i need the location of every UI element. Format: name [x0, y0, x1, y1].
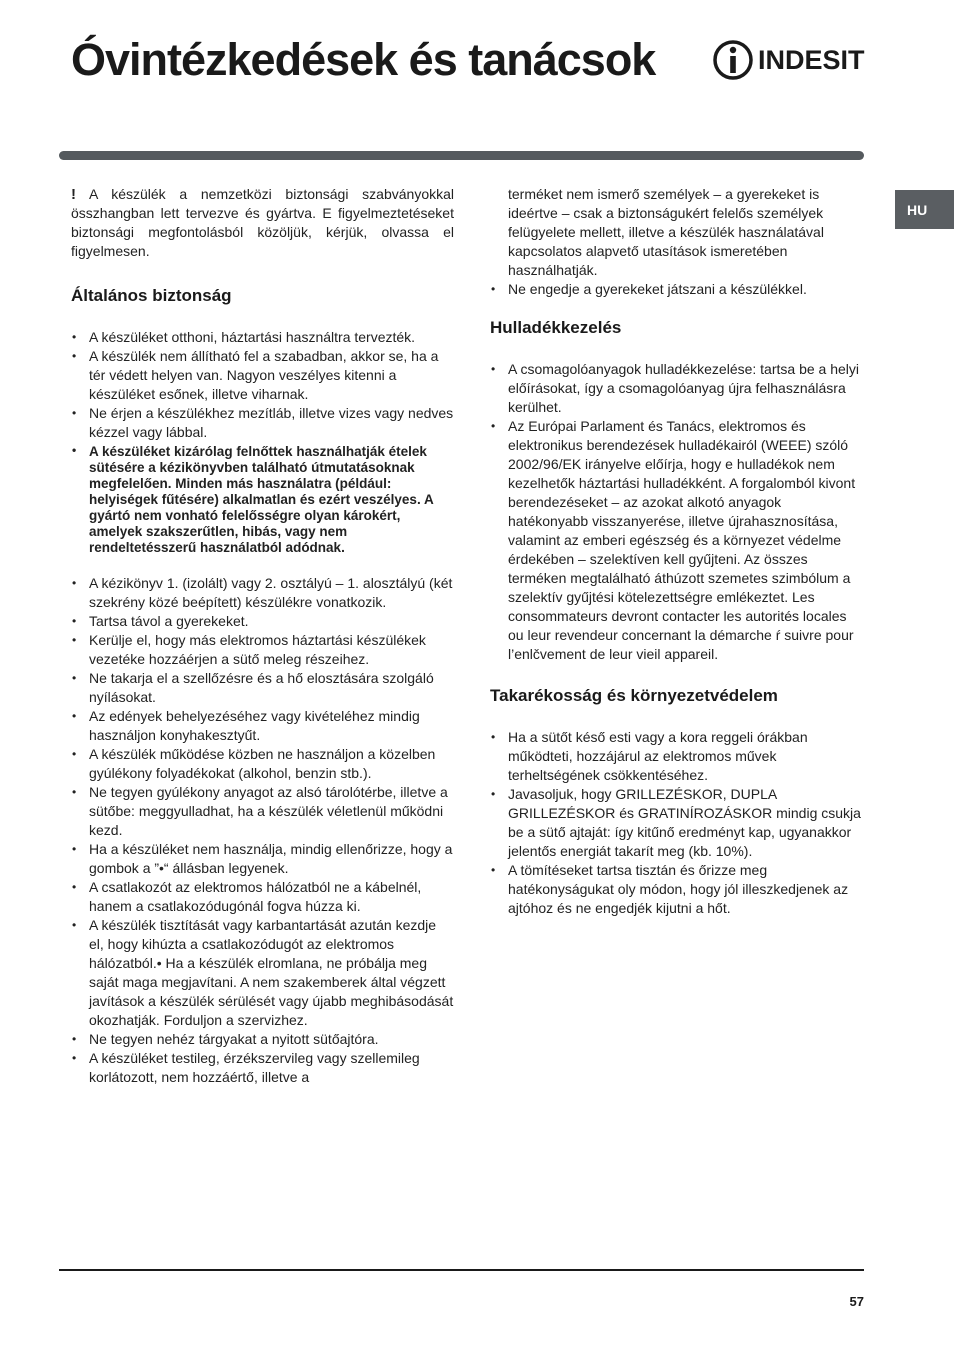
list-item: • Ha a készüléket nem használja, mindig ellenőrizze, hogy a gombok a ”•“ állásban legyenek.	[71, 840, 454, 878]
saving-heading: Takarékosság és környezetvédelem	[490, 686, 778, 705]
list-item: • A csatlakozót az elektromos hálózatból ne a kábelnél, hanem a csatlakozódugónál fogva húzza ki.	[71, 878, 454, 916]
warning-mark: !	[71, 186, 76, 203]
list-item: • A készüléket testileg, érzékszervileg vagy szellemileg korlátozott, nem hozzáértő, illetve a	[71, 1049, 454, 1087]
list-item: • A készülék tisztítását vagy karbantartását azután kezdje el, hogy kihúzta a csatlakozódugót az elektromos hálózatból.• Ha a készülék elromlana, ne próbálja meg saját maga megjavítani. A nem szakemberek által végzett javítások a készülék sérülését vagy újabb meghibásodását okozhatják. Forduljon a szervizhez.	[71, 916, 454, 1030]
list-item: • Az edények behelyezéséhez vagy kivételéhez mindig használjon konyhakesztyűt.	[71, 707, 454, 745]
page-number: 57	[849, 1294, 864, 1309]
brand-logo	[712, 38, 865, 82]
general-safety-list-cont	[490, 280, 864, 299]
intro-paragraph	[71, 185, 454, 261]
page-title: Óvintézkedések és tanácsok	[71, 34, 656, 85]
waste-heading: Hulladékkezelés	[490, 318, 622, 337]
list-item: • Kerülje el, hogy más elektromos háztartási készülékek vezetéke hozzáérjen a sütő meleg részeihez.	[71, 631, 454, 669]
right-column	[490, 185, 864, 918]
list-item: • Ne engedje a gyerekeket játszani a készülékkel.	[490, 280, 864, 299]
general-safety-list	[71, 328, 454, 1087]
language-tab: HU	[895, 190, 954, 229]
list-item: • Ne érjen a készülékhez mezítláb, illetve vizes vagy nedves kézzel vagy lábbal.	[71, 404, 454, 442]
footer-divider	[59, 1269, 864, 1271]
intro-text: A készülék a nemzetközi biztonsági szabványokkal összhangban lett tervezve és gyártva. E figyelmeztetéseket biztonsági megfontolásból közöljük, kérjük, olvassa el figyelmesen.	[71, 186, 454, 259]
left-column	[71, 185, 454, 1087]
general-safety-heading: Általános biztonság	[71, 286, 232, 305]
list-item: • Ne tegyen gyúlékony anyagot az alsó tárolótérbe, illetve a sütőbe: meggyulladhat, ha a készülék véletlenül működni kezd.	[71, 783, 454, 840]
list-item: • A kézikönyv 1. (izolált) vagy 2. osztályú – 1. alosztályú (két szekrény közé beépített) készülékre vonatkozik.	[71, 574, 454, 612]
list-item: • Javasoljuk, hogy GRILLEZÉSKOR, DUPLA GRILLEZÉSKOR és GRATINÍROZÁSKOR mindig csukja be a sütő ajtaját: így kitűnő eredményt kap, ugyanakkor jelentős energiát takarít meg (kb. 10%).	[490, 785, 864, 861]
waste-list	[490, 360, 864, 664]
logo-wordmark: INDESIT	[758, 44, 865, 75]
list-item: • A tömítéseket tartsa tisztán és őrizze meg hatékonyságukat oly módon, hogy jól illeszkedjenek az ajtóhoz és ne engedjék kijutni a hőt.	[490, 861, 864, 918]
list-item: • A készüléket otthoni, háztartási használtra tervezték.	[71, 328, 454, 347]
saving-list	[490, 728, 864, 918]
list-item: • A készülék működése közben ne használjon a közelben gyúlékony folyadékokat (alkohol, benzin stb.).	[71, 745, 454, 783]
list-item: • Az Európai Parlament és Tanács, elektromos és elektronikus berendezések hulladékairól (WEEE) szóló 2002/96/EK irányelve előírja, hogy e hulladékok nem kezelhetők háztartási hulladékként. A forgalomból kivont berendezéseket – az azokat alkotó anyagok hatékonyabb visszanyerése, illetve újrahasznosítása, valamint az emberi egészség és a környezet védelme érdekében – szelektíven kell gyűjteni. Az összes terméken megtalálható áthúzott szemetes szimbólum a szelektív gyűjtési kötelezettségre emlékeztet. Les consommateurs devront contacter les autorités locales ou leur revendeur concernant la démarche ŕ suivre pour l’enlčvement de leur vieil appareil.	[490, 417, 864, 664]
list-item-emphasis: • A készüléket kizárólag felnőttek használhatják ételek sütésére a kézikönyvben található útmutatásoknak megfelelően. Minden más használatra (például: helyiségek fűtésére) alkalmatlan és ezért veszélyes. A gyártó nem vonható felelősségre olyan károkért, amelyek szakszerűtlen, hibás, vagy nem rendeltetésszerű használatból adódnak.	[71, 442, 454, 556]
list-item: • Tartsa távol a gyerekeket.	[71, 612, 454, 631]
list-item: • Ha a sütőt késő esti vagy a kora reggeli órákban működteti, hozzájárul az elektromos művek terheltségének csökkentéséhez.	[490, 728, 864, 785]
list-item: • A csomagolóanyagok hulladékkezelése: tartsa be a helyi előírásokat, így a csomagolóanyag újra felhasználásra kerülhet.	[490, 360, 864, 417]
list-item: • Ne takarja el a szellőzésre és a hő elosztására szolgáló nyílásokat.	[71, 669, 454, 707]
list-item-continuation: terméket nem ismerő személyek – a gyerekeket is ideértve – csak a biztonságukért felelős személyek felügyelete mellett, illetve a készülék használatával kapcsolatos alapvető utasítások ismeretében használhatják.	[508, 186, 824, 278]
header-divider	[59, 151, 864, 160]
indesit-logo-icon	[712, 39, 754, 81]
list-item: • Ne tegyen nehéz tárgyakat a nyitott sütőajtóra.	[71, 1030, 454, 1049]
list-item: • A készülék nem állítható fel a szabadban, akkor se, ha a tér védett helyen van. Nagyon veszélyes kitenni a készüléket esőnek, illetve viharnak.	[71, 347, 454, 404]
